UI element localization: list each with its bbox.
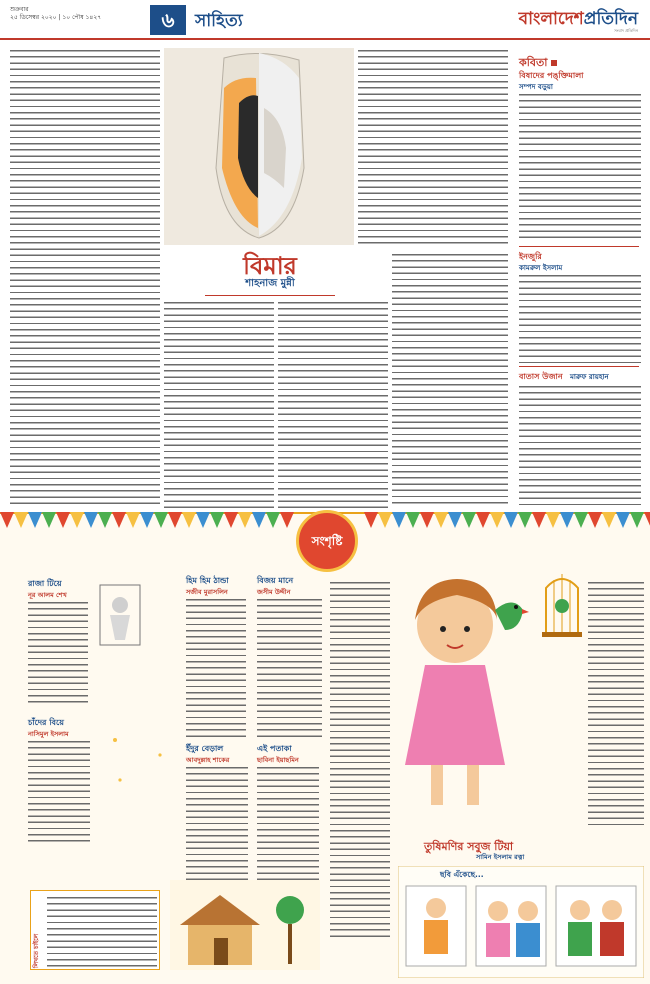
story-column-mid-center — [278, 300, 388, 508]
kid-poem-title: রাজা টিয়ে — [28, 579, 62, 588]
birdcage-illustration — [538, 566, 586, 638]
kid-poem-author: নাসিমুল ইসলাম — [28, 730, 69, 738]
kid-poem-author: জসীম উদ্দীন — [257, 588, 291, 596]
section-square-icon — [551, 60, 557, 66]
comic-title: ছবি এঁকেছে... — [440, 870, 484, 879]
divider — [519, 366, 639, 367]
poem-author: কামরুল ইসলাম — [519, 264, 563, 272]
kid-poem-title: ইঁদুর বেড়াল — [186, 744, 224, 753]
kid-poem-title: হিম হিম ঠান্ডা — [186, 576, 229, 585]
story-illustration — [164, 48, 354, 245]
story-column-left — [10, 48, 160, 508]
issue-date: শুক্রবার ২৫ ডিসেম্বর ২০২০ | ১০ পৌষ ১৪২৭ — [10, 6, 102, 21]
kids-section-badge: সংশৃষ্টি — [296, 510, 358, 572]
kid-poem-title: চাঁদের বিয়ে — [28, 718, 64, 727]
masthead-tagline: সংবাদ প্রতিদিন — [614, 28, 638, 33]
story-column-mid-right — [392, 252, 508, 508]
page-number: ৬ — [150, 5, 186, 35]
kid-poem-title: বিজয় মানে — [257, 576, 294, 585]
kid-story-author: সামিন ইসলাম রত্না — [476, 853, 525, 861]
submission-box-title: লিখতে চাইলে — [33, 933, 40, 968]
king-parrot-illustration — [95, 580, 145, 650]
masthead-logo: বাংলাদেশপ্রতিদিন — [518, 9, 638, 29]
story-title: বিমার — [243, 251, 297, 280]
poem-title: বিষাদের পঙ্‌ক্তিমালা — [519, 71, 584, 80]
kid-poem-author: আবদুল্লাহ শাকের — [186, 756, 230, 764]
poetry-section-label: কবিতা — [519, 54, 557, 73]
kid-poem-body — [28, 739, 90, 844]
poem-body — [519, 92, 641, 242]
kid-poem-body — [257, 597, 322, 737]
story-column-upper-right — [358, 48, 508, 248]
poem-body — [519, 384, 641, 508]
kid-poem-author: ছাবিনা ইয়াছমিন — [257, 756, 299, 764]
kid-story-column — [588, 580, 644, 830]
poem-title: ইনজুরি — [519, 252, 542, 261]
submission-box-text — [47, 895, 157, 967]
story-column-mid-left — [164, 300, 274, 508]
poem-title: বাতাস উজান — [519, 372, 563, 381]
kid-poem-title: এই পতাকা — [257, 744, 292, 753]
kid-story-title: তুষিমণির সবুজ টিয়া — [424, 840, 514, 853]
section-title: সাহিত্য — [195, 11, 243, 31]
page-header — [0, 0, 650, 40]
poem-body — [519, 273, 641, 363]
illustration-svg — [164, 48, 354, 245]
divider — [519, 246, 639, 247]
village-hut-illustration — [170, 880, 320, 970]
kid-story-column — [330, 580, 390, 940]
poem-author: মারুফ রায়হান — [570, 373, 609, 381]
poem-author: সম্পদ বড়ুয়া — [519, 83, 553, 91]
kid-poem-body — [186, 597, 246, 737]
submission-info-box — [30, 890, 160, 970]
story-author: শাহনাজ মুন্নী — [205, 276, 335, 296]
kid-poem-body — [28, 600, 88, 705]
comic-strip-illustration — [398, 866, 644, 978]
moon-stars-illustration — [100, 725, 170, 795]
girl-parrot-illustration — [395, 565, 535, 835]
kid-poem-author: নূর আলম শেখ — [28, 591, 67, 599]
kid-poem-author: সজীব মুরাসলিন — [186, 588, 228, 596]
